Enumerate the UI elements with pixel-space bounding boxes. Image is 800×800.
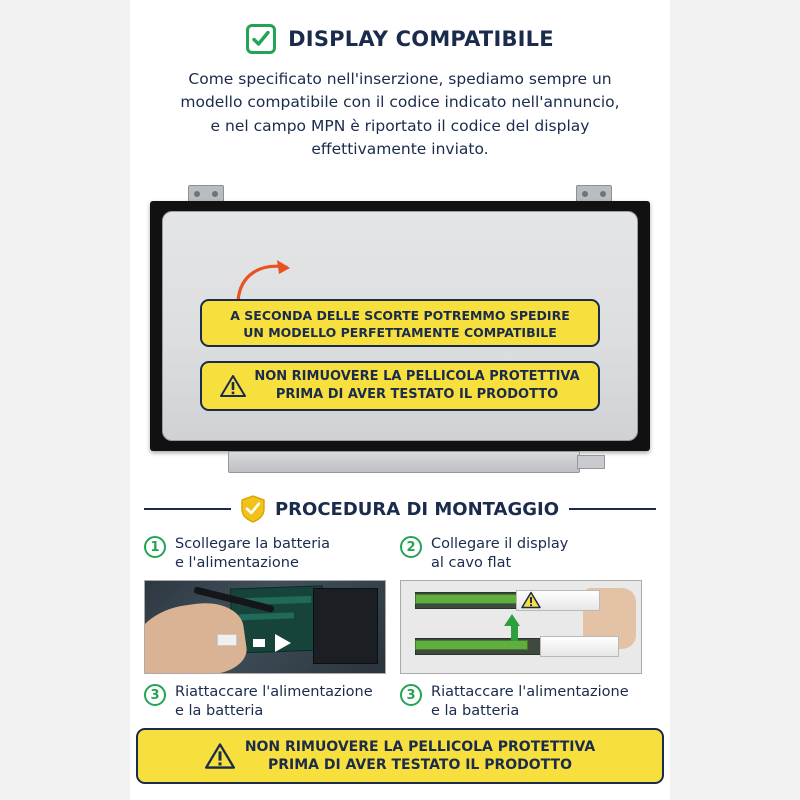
- step-number-badge: 3: [400, 684, 422, 706]
- intro-line-2: modello compatibile con il codice indicato nell'annuncio,: [180, 93, 620, 112]
- curved-arrow-icon: [234, 257, 298, 303]
- procedure-section-header: [144, 495, 656, 523]
- step-3-left-line-2: e la batteria: [175, 702, 264, 719]
- panel-warning-text: [254, 368, 579, 403]
- footer-warning-line-2: PRIMA DI AVER TESTATO IL PRODOTTO: [267, 756, 573, 773]
- panel-warning-box: [200, 361, 600, 411]
- procedure-column-1: [144, 535, 386, 720]
- footer-warning-text: [245, 738, 595, 774]
- header: [130, 24, 670, 54]
- ribbon-cable-bottom: [540, 636, 619, 656]
- connector-highlight: [217, 634, 237, 646]
- compatibility-notice-line-2: UN MODELLO PERFETTAMENTE COMPATIBILE: [243, 324, 557, 340]
- intro-line-1: Come specificato nell'inserzione, spediamo sempre un: [188, 70, 612, 88]
- right-gray-rail: [670, 0, 800, 800]
- laptop-internals-photo: [144, 580, 386, 674]
- intro-paragraph: [148, 68, 652, 161]
- step-1-line-2: e l'alimentazione: [175, 554, 299, 571]
- divider-line-left: [144, 508, 231, 510]
- procedure-steps: [144, 535, 656, 720]
- step-1: [144, 535, 386, 572]
- display-panel-illustration: [142, 179, 658, 479]
- procedure-column-2: [400, 535, 642, 720]
- footer-warning-banner: [136, 728, 664, 784]
- content-column: [130, 0, 670, 800]
- page-title: DISPLAY COMPATIBILE: [288, 27, 554, 51]
- shield-icon: [241, 495, 265, 523]
- left-gray-rail: [0, 0, 130, 800]
- panel-warning-line-2: PRIMA DI AVER TESTATO IL PRODOTTO: [275, 387, 559, 402]
- step-3-right: [400, 683, 642, 720]
- panel-warning-line-1: NON RIMUOVERE LA PELLICOLA PROTETTIVA: [254, 369, 580, 385]
- step-3-left-text: [175, 683, 373, 720]
- procedure-title-group: [241, 495, 559, 523]
- green-connector-strip-2: [415, 640, 527, 650]
- procedure-title: PROCEDURA DI MONTAGGIO: [274, 498, 560, 520]
- step-3-right-line-1: Riattaccare l'alimentazione: [431, 684, 629, 701]
- step-3-left-line-1: Riattaccare l'alimentazione: [175, 684, 373, 701]
- warning-triangle-icon: [220, 374, 246, 398]
- step-1-line-1: Scollegare la batteria: [175, 536, 331, 552]
- green-up-arrow-icon: [504, 614, 520, 626]
- white-arrow-icon: [275, 634, 291, 652]
- step-2-line-1: Collegare il display: [431, 536, 569, 552]
- green-connector-strip-1: [415, 594, 527, 604]
- warning-triangle-icon: [205, 742, 235, 770]
- step-1-text: [175, 535, 330, 572]
- step-number-badge: 2: [400, 536, 422, 558]
- battery-shape: [313, 588, 377, 664]
- panel-connector-tab: [577, 455, 605, 469]
- compatibility-notice-box: [200, 299, 600, 347]
- step-number-badge: 1: [144, 536, 166, 558]
- step-2-text: [431, 535, 568, 572]
- white-arrow-tail: [253, 639, 265, 647]
- step-2: [400, 535, 642, 572]
- flat-cable-connector-photo: [400, 580, 642, 674]
- intro-line-3: e nel campo MPN è riportato il codice del display: [210, 116, 590, 135]
- check-box-icon: [246, 24, 276, 54]
- step-2-line-2: al cavo flat: [431, 554, 512, 571]
- step-3-right-line-2: e la batteria: [431, 702, 520, 719]
- compatibility-notice-line-1: A SECONDA DELLE SCORTE POTREMMO SPEDIRE: [230, 308, 570, 323]
- divider-line-right: [569, 508, 656, 510]
- warning-triangle-icon: [521, 591, 541, 609]
- panel-bottom-strip: [228, 451, 580, 473]
- step-number-badge: 3: [144, 684, 166, 706]
- step-3-right-text: [431, 683, 629, 720]
- intro-line-4: effettivamente inviato.: [311, 139, 489, 158]
- step-3-left: [144, 683, 386, 720]
- footer-warning-line-1: NON RIMUOVERE LA PELLICOLA PROTETTIVA: [244, 738, 596, 755]
